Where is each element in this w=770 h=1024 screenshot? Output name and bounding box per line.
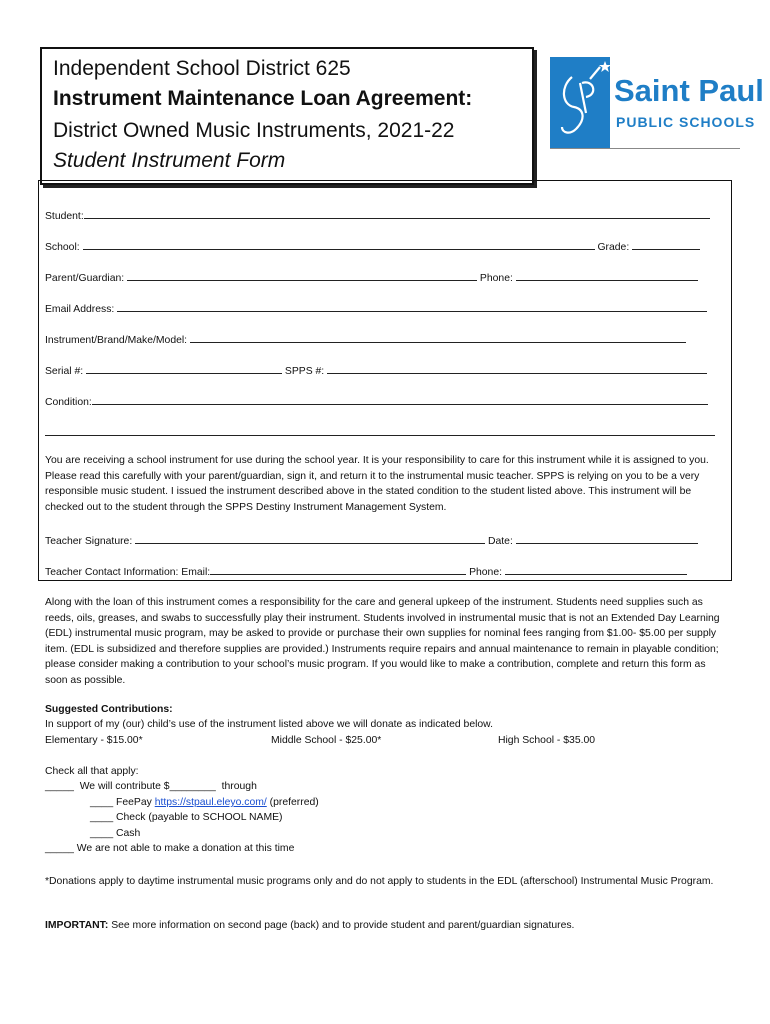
important-note — [45, 920, 574, 931]
student-field[interactable] — [84, 209, 710, 219]
condition-row — [45, 395, 708, 408]
date-field[interactable] — [516, 534, 698, 544]
checklist-heading: Check all that apply: — [45, 766, 139, 777]
instrument-field[interactable] — [190, 333, 686, 343]
contribute-checkbox[interactable]: _____ — [45, 781, 74, 792]
contribute-row — [45, 781, 257, 792]
condition-row-2 — [45, 426, 715, 439]
contributions-intro: In support of my (our) child’s use of the instrument listed above we will donate as indicated below. — [45, 719, 493, 730]
cash-row — [90, 828, 140, 839]
cash-checkbox[interactable]: ____ — [90, 828, 114, 839]
parent-label: Parent/Guardian: — [45, 273, 125, 284]
feepay-row — [90, 797, 319, 808]
grade-field[interactable] — [632, 240, 700, 250]
feepay-link[interactable]: https://stpaul.eleyo.com/ — [154, 797, 267, 808]
instrument-row — [45, 333, 686, 346]
teacher-signature-label: Teacher Signature: — [45, 536, 133, 547]
feepay-checkbox[interactable]: ____ — [90, 797, 114, 808]
parent-field[interactable] — [127, 271, 477, 281]
logo-divider — [550, 148, 740, 149]
parent-row — [45, 271, 698, 284]
title-box — [40, 47, 534, 185]
school-label: School: — [45, 242, 80, 253]
teacher-contact-row — [45, 565, 687, 578]
phone-label: Phone: — [479, 273, 513, 284]
cash-label: Cash — [116, 828, 141, 839]
email-row — [45, 302, 707, 315]
school-row — [45, 240, 700, 253]
high-school-amount: High School - $35.00 — [498, 735, 596, 746]
loan-paragraph: Along with the loan of this instrument comes a responsibility for the care and general upkeep of the instrument. Students need supplies such as reeds, oils, greases, and swabs to successfully play their instrument. Students involved in instrumental music that is not an Extended Day Learning (EDL) instrumental music program, may be asked to provide or purchase their own supplies for nominal fees ranging from $1.00- $5.00 per supply item. (EDL is subsidized and therefore supplies are provided.) Instruments require repairs and annual maintenance to remain in playable condition; please consider making a contribution to your school’s music program. If you would like to make a contribution, complete and return this form as soon as possible. — [45, 597, 720, 686]
feepay-note: (preferred) — [269, 797, 319, 808]
middle-school-amount: Middle School - $25.00* — [271, 735, 382, 746]
condition-field-2[interactable] — [45, 426, 715, 436]
student-label: Student: — [45, 211, 84, 222]
phone-field[interactable] — [516, 271, 698, 281]
no-donation-label: We are not able to make a donation at this time — [76, 843, 295, 854]
spps-label: SPPS #: — [284, 366, 325, 377]
logo-name-line2: PUBLIC SCHOOLS — [616, 114, 756, 130]
form-title: Student Instrument Form — [53, 149, 286, 172]
teacher-email-field[interactable] — [210, 565, 466, 575]
instrument-label: Instrument/Brand/Make/Model: — [45, 335, 188, 346]
logo-block — [550, 57, 610, 149]
important-label: IMPORTANT: — [45, 920, 109, 931]
subtitle: District Owned Music Instruments, 2021-22 — [53, 119, 455, 142]
check-row — [90, 812, 283, 823]
important-text: See more information on second page (back) and to provide student and parent/guardian signatures. — [111, 920, 575, 931]
district-title: Independent School District 625 — [53, 57, 351, 80]
no-donation-checkbox[interactable]: _____ — [45, 843, 74, 854]
check-checkbox[interactable]: ____ — [90, 812, 114, 823]
donation-footnote: *Donations apply to daytime instrumental music programs only and do not apply to students in the EDL (afterschool) Instrumental Music Program. — [45, 876, 714, 887]
check-label: Check (payable to SCHOOL NAME) — [116, 812, 283, 823]
teacher-phone-field[interactable] — [505, 565, 687, 575]
saint-paul-logo — [550, 57, 764, 149]
feepay-label: FeePay — [116, 797, 152, 808]
grade-label: Grade: — [597, 242, 630, 253]
phone2-label: Phone: — [469, 567, 502, 578]
date-label: Date: — [488, 536, 513, 547]
responsibility-paragraph: You are receiving a school instrument for use during the school year. It is your responsibility to care for this instrument while it is assigned to you. Please read this carefully with your parent/guardian, sign it, and return it to the instrumental music teacher. SPPS is relying on you to be a very responsible music student. I issued the instrument described above in the stated condition to the student listed above. This instrument will be checked out to the student through the SPPS Destiny Instrument Management System. — [45, 455, 709, 513]
teacher-contact-label: Teacher Contact Information: Email: — [45, 567, 211, 578]
contributions-heading: Suggested Contributions: — [45, 704, 173, 715]
serial-field[interactable] — [86, 364, 282, 374]
student-form-box — [38, 180, 732, 581]
no-donation-row — [45, 843, 294, 854]
teacher-signature-row — [45, 534, 698, 547]
logo-name-line1: Saint Paul — [614, 73, 764, 108]
serial-label: Serial #: — [45, 366, 84, 377]
elementary-amount: Elementary - $15.00* — [45, 735, 143, 746]
condition-label: Condition: — [45, 397, 92, 408]
serial-row — [45, 364, 707, 377]
contribute-through: through — [221, 781, 257, 792]
teacher-signature-field[interactable] — [135, 534, 485, 544]
email-label: Email Address: — [45, 304, 115, 315]
student-row — [45, 209, 710, 222]
agreement-title: Instrument Maintenance Loan Agreement: — [53, 87, 473, 110]
condition-field[interactable] — [92, 395, 708, 405]
spps-field[interactable] — [327, 364, 707, 374]
email-field[interactable] — [117, 302, 707, 312]
school-field[interactable] — [83, 240, 595, 250]
contribute-label: We will contribute $________ — [79, 781, 216, 792]
